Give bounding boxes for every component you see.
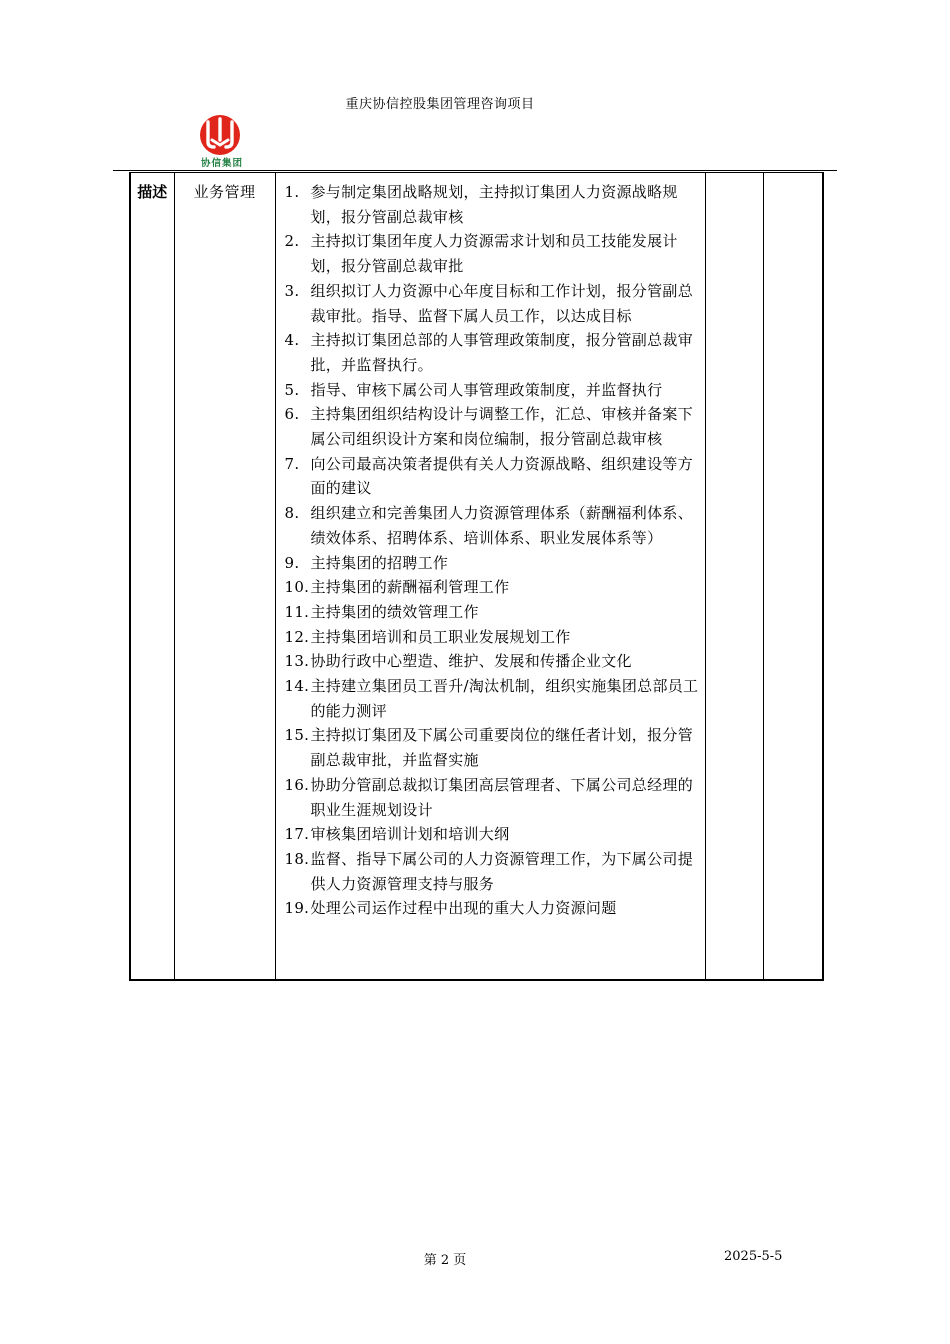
- list-item: [285, 279, 699, 328]
- duties-cell: [275, 173, 705, 981]
- duty-text: 指导、审核下属公司人事管理政策制度，并监督执行: [310, 380, 663, 399]
- duty-text: 协助分管副总裁拟订集团高层管理者、下属公司总经理的职业生涯规划设计: [310, 775, 694, 819]
- duty-text: 处理公司运作过程中出现的重大人力资源问题: [310, 899, 617, 918]
- duty-text: 主持集团培训和员工职业发展规划工作: [310, 627, 571, 646]
- list-item: [285, 896, 699, 921]
- duty-text: 主持拟订集团总部的人事管理政策制度，报分管副总裁审批，并监督执行。: [310, 331, 694, 374]
- table-row: [130, 173, 823, 981]
- footer-date: 2025-5-5: [724, 1249, 783, 1264]
- duty-number: 12.: [284, 627, 310, 646]
- duty-number: 4.: [284, 331, 300, 350]
- duty-number: 3.: [284, 281, 300, 300]
- duty-number: 15.: [284, 726, 310, 745]
- duty-text: 监督、指导下属公司的人力资源管理工作，为下属公司提供人力资源管理支持与服务: [310, 849, 694, 893]
- empty-cell-2: [763, 173, 823, 981]
- duty-text: 主持拟订集团年度人力资源需求计划和员工技能发展计划，报分管副总裁审批: [310, 232, 678, 276]
- duty-text: 主持集团的招聘工作: [310, 553, 449, 572]
- duty-number: 18.: [284, 849, 310, 868]
- list-item: [285, 402, 699, 451]
- duty-number: 16.: [284, 775, 310, 794]
- description-label: 描述: [130, 173, 174, 981]
- duty-number: 19.: [284, 899, 310, 918]
- duty-number: 5.: [284, 380, 300, 399]
- list-item: [285, 328, 699, 377]
- logo-caption: 协信集团: [200, 158, 243, 169]
- duties-table: [129, 172, 824, 981]
- empty-cell-1: [705, 173, 763, 981]
- category-cell: 业务管理: [174, 173, 275, 981]
- duty-number: 2.: [284, 232, 300, 251]
- duty-text: 主持集团组织结构设计与调整工作，汇总、审核并备案下属公司组织设计方案和岗位编制，报分管副总裁审核: [310, 405, 694, 449]
- list-item: [285, 501, 699, 550]
- duty-text: 组织建立和完善集团人力资源管理体系（薪酬福利体系、绩效体系、招聘体系、培训体系、职业发展体系等）: [310, 504, 694, 547]
- list-item: [285, 600, 699, 625]
- header-rule: [113, 170, 837, 171]
- page-number: 第 2 页: [423, 1253, 467, 1268]
- duty-number: 9.: [284, 553, 300, 572]
- list-item: [285, 625, 699, 650]
- duty-text: 主持建立集团员工晋升/淘汰机制，组织实施集团总部员工的能力测评: [310, 677, 699, 720]
- header-title: 重庆协信控股集团管理咨询项目: [345, 97, 535, 112]
- list-item: [285, 180, 699, 229]
- duty-number: 7.: [284, 454, 300, 473]
- duty-text: 协助行政中心塑造、维护、发展和传播企业文化: [310, 652, 632, 671]
- duty-text: 向公司最高决策者提供有关人力资源战略、组织建设等方面的建议: [310, 454, 694, 498]
- duty-text: 参与制定集团战略规划，主持拟订集团人力资源战略规划，报分管副总裁审核: [310, 183, 678, 226]
- duty-text: 审核集团培训计划和培训大纲: [310, 825, 510, 844]
- list-item: [285, 551, 699, 576]
- company-logo: [195, 114, 251, 170]
- list-item: [285, 575, 699, 600]
- duty-number: 11.: [284, 602, 310, 621]
- list-item: [285, 723, 699, 772]
- duty-number: 1.: [284, 183, 300, 201]
- duty-text: 组织拟订人力资源中心年度目标和工作计划，报分管副总裁审批。指导、监督下属人员工作，以达成目标: [310, 281, 694, 325]
- list-item: [285, 229, 699, 278]
- list-item: [285, 649, 699, 674]
- logo-emblem-icon: [195, 114, 251, 158]
- list-item: [285, 822, 699, 847]
- duty-text: 主持集团的薪酬福利管理工作: [310, 578, 510, 597]
- list-item: [285, 378, 699, 403]
- list-item: [285, 773, 699, 822]
- list-item: [285, 452, 699, 501]
- list-item: [285, 847, 699, 896]
- duty-number: 6.: [284, 405, 300, 424]
- duties-list: [276, 173, 705, 921]
- duty-number: 10.: [284, 578, 310, 597]
- duty-number: 14.: [284, 677, 310, 696]
- list-item: [285, 674, 699, 723]
- duty-number: 17.: [284, 825, 310, 844]
- duty-text: 主持集团的绩效管理工作: [310, 602, 479, 621]
- duty-number: 8.: [284, 504, 300, 523]
- duty-number: 13.: [284, 652, 310, 671]
- duty-text: 主持拟订集团及下属公司重要岗位的继任者计划，报分管副总裁审批，并监督实施: [310, 726, 694, 770]
